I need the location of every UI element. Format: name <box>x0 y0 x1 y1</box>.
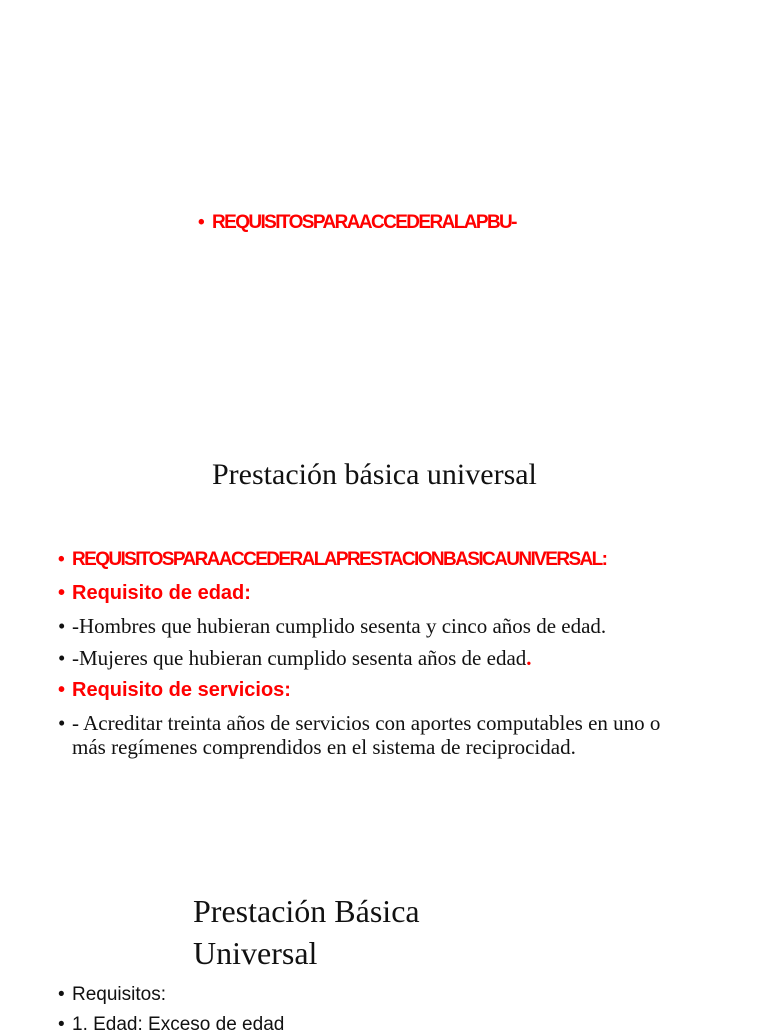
list-item <box>58 1014 284 1036</box>
slide-3-title <box>193 890 420 974</box>
list-item <box>58 984 166 1006</box>
list-item <box>58 549 606 571</box>
heading-text: REQUISITOSPARAACCEDERALAPBU- <box>212 212 516 233</box>
item-text: Requisitos: <box>72 984 166 1005</box>
bullet: • <box>58 646 66 670</box>
item-text: - Acreditar treinta años de servicios con aportes computables en uno o <box>72 711 661 735</box>
item-text: -Mujeres que hubieran cumplido sesenta años de edad <box>72 646 527 670</box>
title-line: Prestación Básica <box>193 893 420 929</box>
bullet: • <box>58 1014 65 1035</box>
list-item <box>58 646 532 671</box>
list-item <box>58 679 291 702</box>
bullet: • <box>58 614 66 638</box>
list-item <box>58 711 660 736</box>
bullet: • <box>58 549 64 570</box>
item-text: -Hombres que hubieran cumplido sesenta y cinco años de edad. <box>72 614 607 638</box>
red-period: . <box>526 646 532 670</box>
item-text: 1. Edad: Exceso de edad <box>72 1014 285 1035</box>
bullet: • <box>198 212 204 233</box>
bullet: • <box>58 711 66 735</box>
list-item <box>58 614 606 639</box>
list-item <box>58 582 251 605</box>
list-item-continuation: más regímenes comprendidos en el sistema de reciprocidad. <box>72 735 576 759</box>
title-line: Universal <box>193 935 318 971</box>
bullet: • <box>58 984 65 1005</box>
slide-1-heading <box>198 212 516 234</box>
slide-2-title: Prestación básica universal <box>212 458 537 491</box>
item-text: Requisito de servicios: <box>72 679 291 701</box>
bullet: • <box>58 679 66 701</box>
item-text: Requisito de edad: <box>72 582 251 604</box>
item-text: REQUISITOSPARAACCEDERALAPRESTACIONBASICAUNIVERSAL: <box>72 549 607 570</box>
bullet: • <box>58 582 66 604</box>
